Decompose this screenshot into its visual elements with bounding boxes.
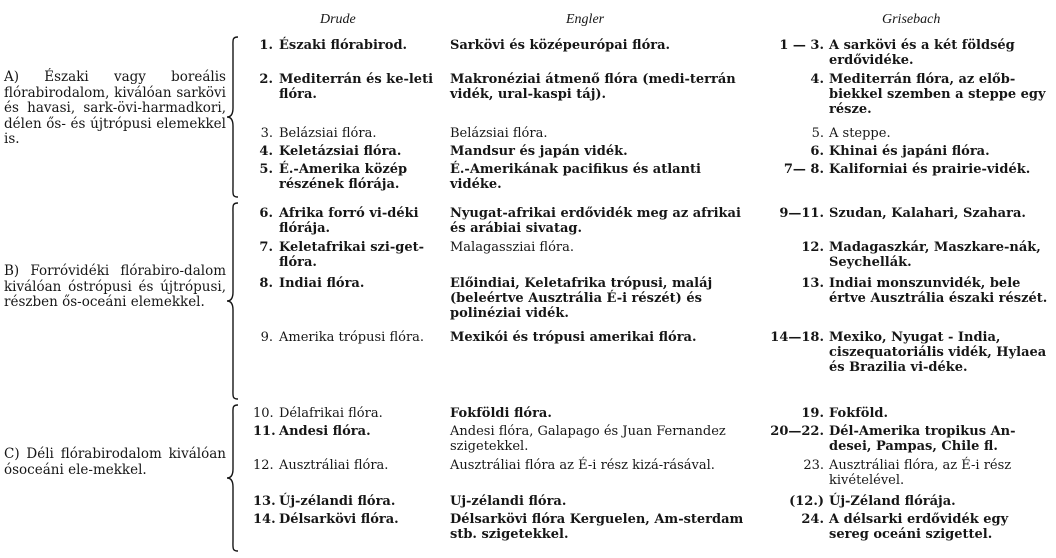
- drude-text: Afrika forró vi-déki flórája.: [279, 206, 419, 236]
- drude-text: Indiai flóra.: [279, 276, 365, 291]
- drude-cell: [253, 72, 441, 102]
- header-drude: Drude: [320, 12, 356, 27]
- engler-text: Belázsiai flóra.: [450, 126, 548, 141]
- drude-text: Északi flórabirod.: [279, 38, 408, 53]
- engler-text: Fokföldi flóra.: [450, 406, 552, 421]
- grisebach-text: Mediterrán flóra, az előb-biekkel szemben a steppe egy része.: [829, 72, 1046, 117]
- grisebach-text: Madagaszkár, Maszkare-nák, Seychellák.: [829, 240, 1041, 270]
- grisebach-number: 13.: [801, 276, 824, 291]
- drude-cell: [253, 424, 441, 439]
- grisebach-number: 24.: [801, 512, 824, 527]
- drude-number: 8.: [259, 276, 273, 291]
- grisebach-text: Mexiko, Nyugat - India, ciszequatoriális vidék, Hylaea és Brazilia vi-déke.: [829, 330, 1047, 375]
- engler-text: Mexikói és trópusi amerikai flóra.: [450, 330, 697, 345]
- engler-text: Uj-zélandi flóra.: [450, 494, 567, 509]
- grisebach-number: 1 — 3.: [779, 38, 824, 53]
- grisebach-number: 20—22.: [770, 424, 824, 439]
- drude-cell: [253, 494, 441, 509]
- group-label-b: B) Forróvidéki flórabiro-dalom kiválóan óstrópusi és újtrópusi, részben ős-oceáni elemekkel.: [4, 263, 226, 310]
- drude-text: Új-zélandi flóra.: [279, 494, 396, 509]
- drude-cell: [253, 276, 441, 291]
- drude-cell: [253, 458, 441, 473]
- grisebach-number: 7— 8.: [783, 162, 824, 177]
- drude-cell: [253, 406, 441, 421]
- engler-text: Délsarkövi flóra Kerguelen, Am-sterdam stb. szigetekkel.: [450, 512, 744, 542]
- drude-cell: [253, 206, 441, 236]
- grisebach-text: Ausztráliai flóra, az É-i rész kivételével.: [829, 458, 1012, 488]
- drude-text: Délafrikai flóra.: [279, 406, 383, 421]
- grisebach-text: A sarkövi és a két földség erdővidéke.: [829, 38, 1015, 68]
- grisebach-text: Khinai és japáni flóra.: [829, 144, 990, 159]
- brace-group-b: [226, 202, 240, 400]
- drude-cell: [253, 162, 441, 192]
- drude-text: Délsarkövi flóra.: [279, 512, 399, 527]
- drude-text: Andesi flóra.: [279, 424, 371, 439]
- drude-number: 11.: [253, 424, 276, 439]
- drude-number: 10.: [253, 406, 274, 421]
- drude-cell: [253, 330, 441, 345]
- drude-cell: [253, 38, 441, 53]
- drude-number: 12.: [253, 458, 274, 473]
- drude-number: 2.: [259, 72, 273, 87]
- grisebach-number: 12.: [801, 240, 824, 255]
- engler-text: Malagassziai flóra.: [450, 240, 575, 255]
- drude-text: Amerika trópusi flóra.: [279, 330, 425, 345]
- grisebach-number: 5.: [811, 126, 824, 141]
- group-label-a: A) Északi vagy boreális flórabirodalom, kiválóan sarkövi és havasi, sark-övi-harmadkori, délen ős- és újtrópusi elemekkel is.: [4, 69, 226, 147]
- engler-text: Előindiai, Keletafrika trópusi, maláj (beleértve Ausztrália É-i részét) és polinéziai vidék.: [450, 276, 713, 321]
- engler-text: Ausztráliai flóra az É-i rész kizá-rásával.: [450, 458, 715, 473]
- grisebach-text: Fokföld.: [829, 406, 889, 421]
- grisebach-number: 14—18.: [770, 330, 824, 345]
- drude-number: 1.: [259, 38, 273, 53]
- drude-cell: [253, 144, 441, 159]
- header-engler: Engler: [566, 12, 605, 27]
- grisebach-number: 9—11.: [779, 206, 824, 221]
- drude-cell: [253, 512, 441, 527]
- grisebach-number: 19.: [801, 406, 824, 421]
- grisebach-number: 4.: [810, 72, 824, 87]
- grisebach-text: A délsarki erdővidék egy sereg oceáni szigettel.: [829, 512, 1009, 542]
- header-grisebach: Grisebach: [882, 12, 941, 27]
- grisebach-number: 6.: [810, 144, 824, 159]
- drude-text: Mediterrán és ke-leti flóra.: [279, 72, 434, 102]
- drude-number: 4.: [259, 144, 273, 159]
- grisebach-number: 23.: [803, 458, 824, 473]
- grisebach-text: Indiai monszunvidék, bele értve Ausztrália északi részét.: [829, 276, 1048, 306]
- engler-text: Makronéziai átmenő flóra (medi-terrán vidék, ural-kaspi táj).: [450, 72, 736, 102]
- engler-text: É.-Amerikának pacifikus és atlanti vidéke.: [450, 162, 701, 192]
- brace-group-a: [226, 36, 240, 198]
- grisebach-text: A steppe.: [829, 126, 891, 141]
- drude-number: 6.: [259, 206, 273, 221]
- grisebach-text: Dél-Amerika tropikus An-desei, Pampas, Chile fl.: [829, 424, 1016, 454]
- drude-cell: [253, 240, 441, 270]
- drude-text: Belázsiai flóra.: [279, 126, 377, 141]
- grisebach-text: Kaliforniai és prairie-vidék.: [829, 162, 1031, 177]
- engler-text: Nyugat-afrikai erdővidék meg az afrikai és arábiai sivatag.: [450, 206, 741, 236]
- engler-text: Sarkövi és középeurópai flóra.: [450, 38, 671, 53]
- drude-cell: [253, 126, 441, 141]
- drude-number: 14.: [253, 512, 276, 527]
- drude-number: 3.: [260, 126, 273, 141]
- grisebach-text: Új-Zéland flórája.: [829, 494, 956, 509]
- engler-text: Andesi flóra, Galapago és Juan Fernandez szigetekkel.: [450, 424, 726, 454]
- drude-number: 7.: [259, 240, 273, 255]
- drude-text: Keletafrikai szi-get-flóra.: [279, 240, 424, 270]
- drude-number: 9.: [260, 330, 273, 345]
- group-label-c: C) Déli flórabirodalom kiválóan ósoceáni ele-mekkel.: [4, 446, 226, 478]
- drude-number: 5.: [259, 162, 273, 177]
- drude-text: Ausztráliai flóra.: [279, 458, 389, 473]
- drude-text: É.-Amerika közép részének flórája.: [279, 162, 408, 192]
- grisebach-text: Szudan, Kalahari, Szahara.: [829, 206, 1026, 221]
- drude-text: Keletázsiai flóra.: [279, 144, 402, 159]
- brace-group-c: [226, 404, 240, 552]
- engler-text: Mandsur és japán vidék.: [450, 144, 628, 159]
- grisebach-number: (12.): [789, 494, 824, 509]
- drude-number: 13.: [253, 494, 276, 509]
